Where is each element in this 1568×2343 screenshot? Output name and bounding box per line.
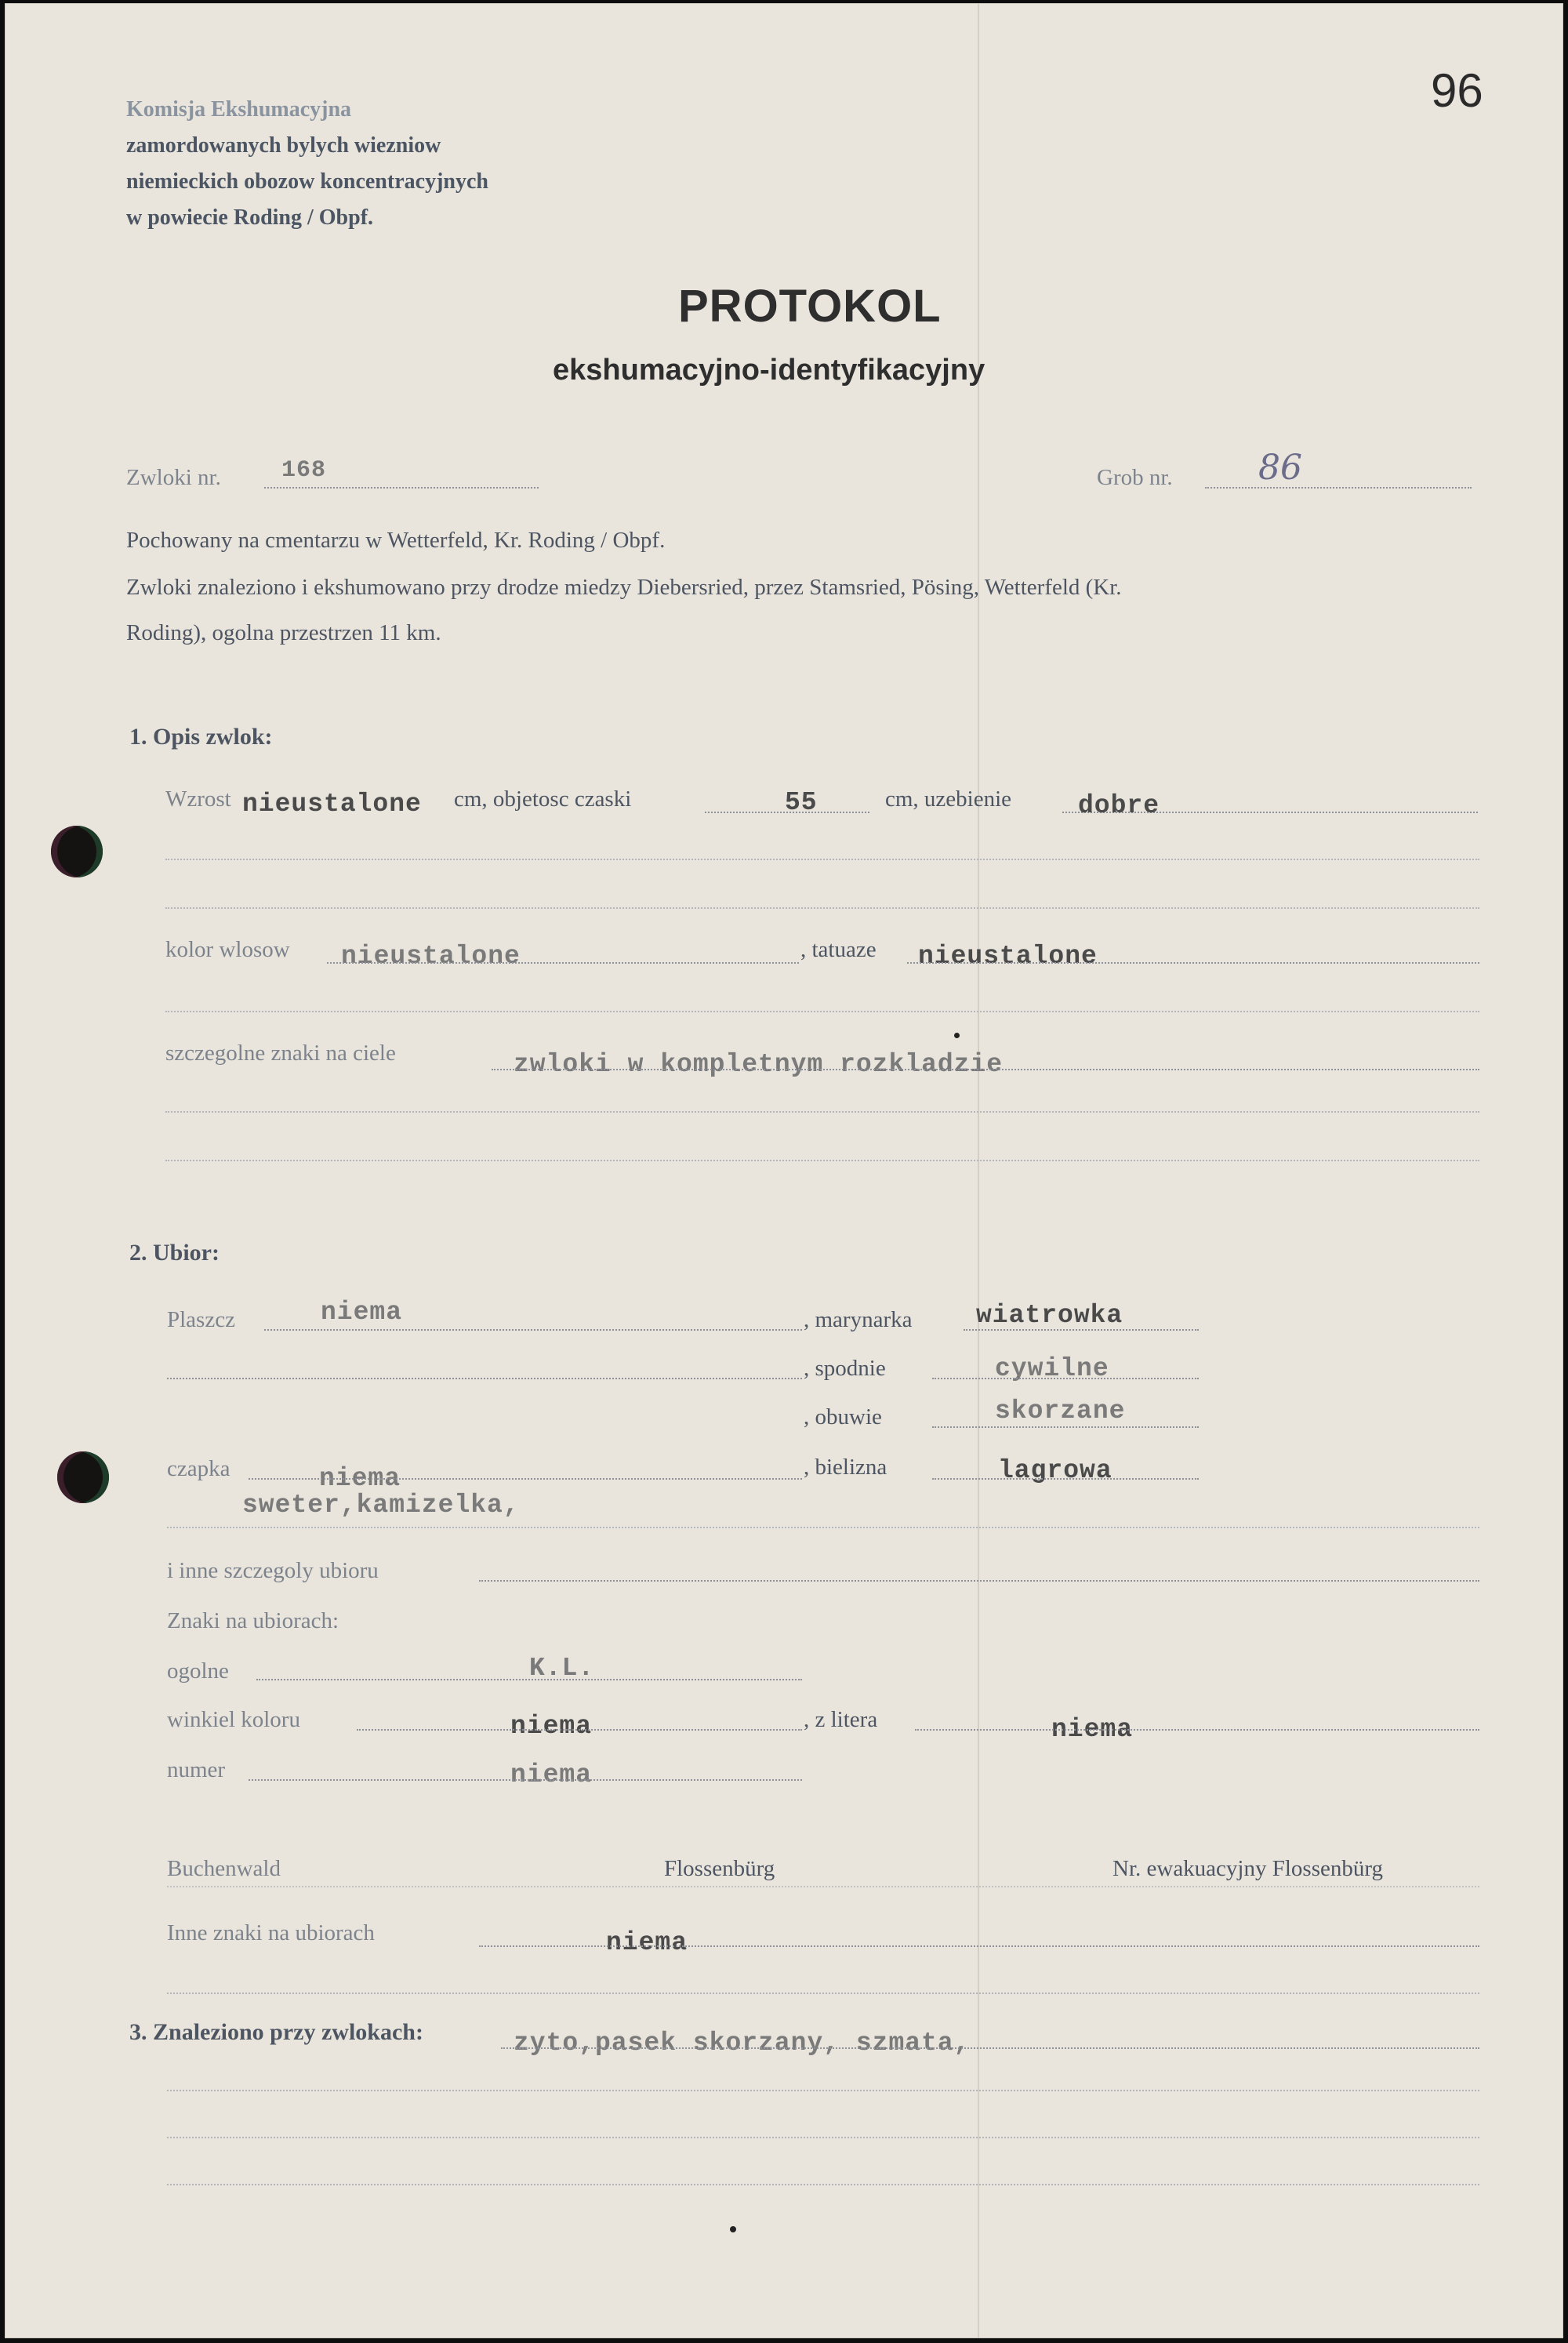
- other-clothing-marks-value: niema: [606, 1928, 688, 1957]
- blank-line: [167, 1378, 802, 1379]
- remains-number-label: Zwloki nr.: [126, 465, 221, 490]
- hair-color-line: [327, 962, 799, 964]
- letter-value: niema: [1051, 1715, 1134, 1744]
- general-marks-line: [256, 1679, 802, 1680]
- found-items-line: [501, 2047, 1479, 2049]
- remains-number-line: [264, 487, 539, 489]
- blank-line: [165, 907, 1479, 909]
- body-marks-line: [492, 1069, 1479, 1070]
- grave-number-line: [1205, 487, 1472, 489]
- general-marks-label: ogolne: [167, 1658, 229, 1684]
- ink-speck: [954, 1033, 960, 1038]
- blank-line: [167, 2137, 1479, 2138]
- header-line-2: zamordowanych bylych wiezniow: [126, 133, 441, 158]
- shoes-line: [932, 1426, 1199, 1428]
- prisoner-number-value: niema: [510, 1760, 593, 1789]
- header-line-3: niemieckich obozow koncentracyjnych: [126, 169, 488, 194]
- hair-color-label: kolor wlosow: [165, 937, 290, 962]
- document-subtitle: ekshumacyjno-identyfikacyjny: [553, 354, 985, 387]
- tattoo-line: [907, 962, 1479, 964]
- coat-value: niema: [321, 1298, 403, 1327]
- blank-line: [165, 1160, 1479, 1161]
- hair-color-value: nieustalone: [341, 942, 521, 971]
- underwear-line: [932, 1478, 1199, 1480]
- cap-value: niema: [319, 1464, 401, 1493]
- section-3-heading: 3. Znaleziono przy zwlokach:: [129, 2019, 423, 2045]
- grave-number-label: Grob nr.: [1097, 465, 1173, 490]
- blank-line: [165, 1111, 1479, 1113]
- shoes-value: skorzane: [995, 1397, 1126, 1426]
- blank-line: [167, 2184, 1479, 2185]
- blank-line: [165, 1011, 1479, 1012]
- blank-line: [167, 1527, 1479, 1528]
- camp-buchenwald-label: Buchenwald: [167, 1856, 281, 1881]
- header-line-1: Komisja Ekshumacyjna: [126, 97, 352, 122]
- tattoo-value: nieustalone: [918, 942, 1098, 971]
- skull-volume-label: cm, objetosc czaski: [454, 786, 632, 812]
- jacket-label: , marynarka: [804, 1307, 913, 1332]
- header-line-4: w powiecie Roding / Obpf.: [126, 205, 374, 230]
- page-number: 96: [1431, 64, 1483, 117]
- found-location-text-2: Roding), ogolna przestrzen 11 km.: [126, 620, 441, 645]
- body-marks-label: szczegolne znaki na ciele: [165, 1041, 396, 1066]
- tattoo-label: , tatuaze: [800, 937, 877, 962]
- evacuation-number-label: Nr. ewakuacyjny Flossenbürg: [1112, 1856, 1383, 1881]
- trousers-label: , spodnie: [804, 1356, 886, 1381]
- height-label: Wzrost: [165, 786, 231, 812]
- skull-volume-value: 55: [785, 788, 818, 817]
- punch-hole-lower: [57, 1451, 109, 1503]
- triangle-color-line: [357, 1729, 802, 1731]
- teeth-label: cm, uzebienie: [885, 786, 1012, 812]
- jacket-value: wiatrowka: [976, 1301, 1123, 1330]
- other-details-line: [479, 1580, 1479, 1582]
- general-marks-value: K.L.: [529, 1654, 595, 1683]
- section-2-heading: 2. Ubior:: [129, 1240, 220, 1266]
- letter-line: [915, 1729, 1479, 1731]
- remains-number-value: 168: [281, 457, 327, 484]
- teeth-value: dobre: [1078, 791, 1160, 820]
- underwear-label: , bielizna: [804, 1455, 887, 1480]
- found-items-value: zyto,pasek skorzany, szmata,: [514, 2029, 971, 2058]
- triangle-color-value: niema: [510, 1712, 593, 1741]
- coat-label: Plaszcz: [167, 1307, 235, 1332]
- camp-line: [167, 1886, 1479, 1887]
- letter-label: , z litera: [804, 1707, 878, 1732]
- punch-hole-upper: [51, 826, 103, 877]
- body-marks-value: zwloki w kompletnym rozkladzie: [514, 1050, 1004, 1079]
- trousers-line: [932, 1378, 1199, 1379]
- other-details-label: i inne szczegoly ubioru: [167, 1558, 379, 1583]
- cap-line: [249, 1478, 802, 1480]
- triangle-color-label: winkiel koloru: [167, 1707, 300, 1732]
- camp-flossenburg-label: Flossenbürg: [664, 1856, 775, 1881]
- prisoner-number-line: [249, 1779, 802, 1781]
- document-title: PROTOKOL: [678, 281, 942, 332]
- blank-line: [167, 1992, 1479, 1994]
- coat-line: [264, 1329, 802, 1331]
- clothing-marks-heading: Znaki na ubiorach:: [167, 1608, 339, 1633]
- jacket-line: [964, 1329, 1199, 1331]
- section-1-heading: 1. Opis zwlok:: [129, 724, 273, 750]
- prisoner-number-label: numer: [167, 1757, 226, 1782]
- found-location-text-1: Zwloki znaleziono i ekshumowano przy drodze miedzy Diebersried, przez Stamsried, Pösing, Wetterfeld (Kr.: [126, 575, 1122, 600]
- underwear-value: lagrowa: [998, 1456, 1112, 1485]
- ink-speck: [730, 2226, 736, 2232]
- document-page: [5, 3, 1563, 2338]
- burial-place-text: Pochowany na cmentarzu w Wetterfeld, Kr. Roding / Obpf.: [126, 528, 666, 553]
- other-clothing-marks-line: [479, 1945, 1479, 1947]
- trousers-value: cywilne: [995, 1354, 1109, 1383]
- shoes-label: , obuwie: [804, 1404, 882, 1429]
- grave-number-value: 86: [1258, 448, 1302, 488]
- cap-label: czapka: [167, 1456, 230, 1481]
- blank-line: [167, 2090, 1479, 2091]
- height-value: nieustalone: [242, 790, 422, 819]
- other-clothing-marks-label: Inne znaki na ubiorach: [167, 1920, 375, 1945]
- cap-extra-value: sweter,kamizelka,: [242, 1491, 520, 1520]
- commission-header: [126, 92, 488, 236]
- blank-line: [165, 859, 1479, 860]
